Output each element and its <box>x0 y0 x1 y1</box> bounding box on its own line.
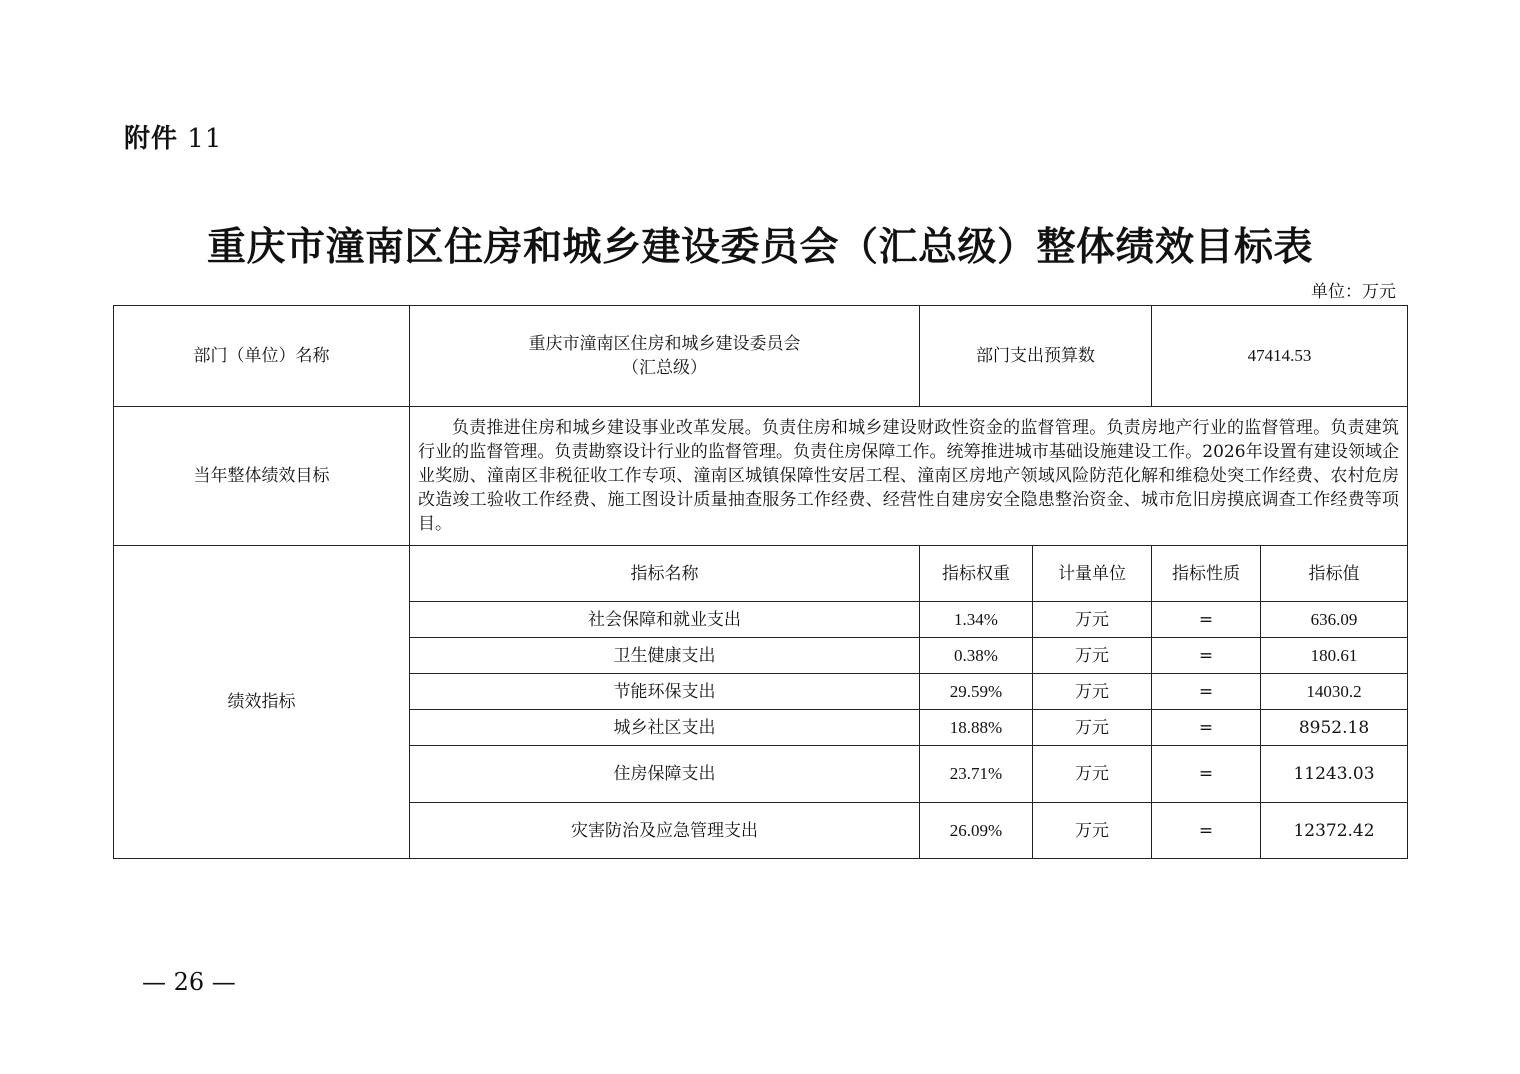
dept-name-value <box>410 306 920 407</box>
indicator-header-row <box>114 546 1408 602</box>
indicator-nature: = <box>1152 803 1261 859</box>
indicator-name: 卫生健康支出 <box>410 638 920 674</box>
indicator-weight: 29.59% <box>920 674 1033 710</box>
indicator-unit: 万元 <box>1033 803 1152 859</box>
indicator-name: 社会保障和就业支出 <box>410 602 920 638</box>
indicator-nature: = <box>1152 746 1261 803</box>
attachment-label <box>124 118 222 155</box>
page-number: — 26 — <box>142 968 236 996</box>
indicator-name: 节能环保支出 <box>410 674 920 710</box>
indicator-value: 180.61 <box>1261 638 1408 674</box>
indicator-nature: = <box>1152 710 1261 746</box>
indicator-value: 8952.18 <box>1261 710 1408 746</box>
goal-text: 负责推进住房和城乡建设事业改革发展。负责住房和城乡建设财政性资金的监督管理。负责房地产行业的监督管理。负责建筑行业的监督管理。负责勘察设计行业的监督管理。负责住房保障工作。统筹推进城市基础设施建设工作。2026年设置有建设领域企业奖励、潼南区非税征收工作专项、潼南区城镇保障性安居工程、潼南区房地产领域风险防范化解和维稳处突工作经费、农村危房改造竣工验收工作经费、施工图设计质量抽查服务工作经费、经营性自建房安全隐患整治资金、城市危旧房摸底调查工作经费等项目。 <box>410 407 1408 546</box>
indicator-name: 灾害防治及应急管理支出 <box>410 803 920 859</box>
goal-row <box>114 407 1408 546</box>
indicator-nature: = <box>1152 638 1261 674</box>
indicator-unit: 万元 <box>1033 602 1152 638</box>
indicator-name: 住房保障支出 <box>410 746 920 803</box>
budget-value: 47414.53 <box>1152 306 1408 407</box>
indicator-value: 14030.2 <box>1261 674 1408 710</box>
indicator-value: 636.09 <box>1261 602 1408 638</box>
header-indicator-value: 指标值 <box>1261 546 1408 602</box>
indicator-weight: 23.71% <box>920 746 1033 803</box>
header-measure-unit: 计量单位 <box>1033 546 1152 602</box>
performance-table <box>113 305 1408 859</box>
indicator-unit: 万元 <box>1033 710 1152 746</box>
dept-name-line2: （汇总级） <box>622 358 707 378</box>
indicator-nature: = <box>1152 602 1261 638</box>
indicator-unit: 万元 <box>1033 638 1152 674</box>
indicator-nature: = <box>1152 674 1261 710</box>
indicator-name: 城乡社区支出 <box>410 710 920 746</box>
indicator-weight: 18.88% <box>920 710 1033 746</box>
header-indicator-nature: 指标性质 <box>1152 546 1261 602</box>
page-title: 重庆市潼南区住房和城乡建设委员会（汇总级）整体绩效目标表 <box>206 225 1313 270</box>
indicator-weight: 26.09% <box>920 803 1033 859</box>
indicator-unit: 万元 <box>1033 674 1152 710</box>
attachment-number: 11 <box>187 124 223 154</box>
dept-name-line1: 重庆市潼南区住房和城乡建设委员会 <box>528 334 801 354</box>
dept-row <box>114 306 1408 407</box>
dept-name-label: 部门（单位）名称 <box>114 306 410 407</box>
indicator-weight: 0.38% <box>920 638 1033 674</box>
indicator-unit: 万元 <box>1033 746 1152 803</box>
goal-label: 当年整体绩效目标 <box>114 407 410 546</box>
indicator-value: 11243.03 <box>1261 746 1408 803</box>
budget-label: 部门支出预算数 <box>920 306 1152 407</box>
unit-label: 单位：万元 <box>1311 282 1396 302</box>
header-indicator-weight: 指标权重 <box>920 546 1033 602</box>
indicator-value: 12372.42 <box>1261 803 1408 859</box>
indicator-weight: 1.34% <box>920 602 1033 638</box>
attachment-text: 附件 <box>124 124 179 154</box>
header-indicator-name: 指标名称 <box>410 546 920 602</box>
indicators-label: 绩效指标 <box>114 546 410 859</box>
